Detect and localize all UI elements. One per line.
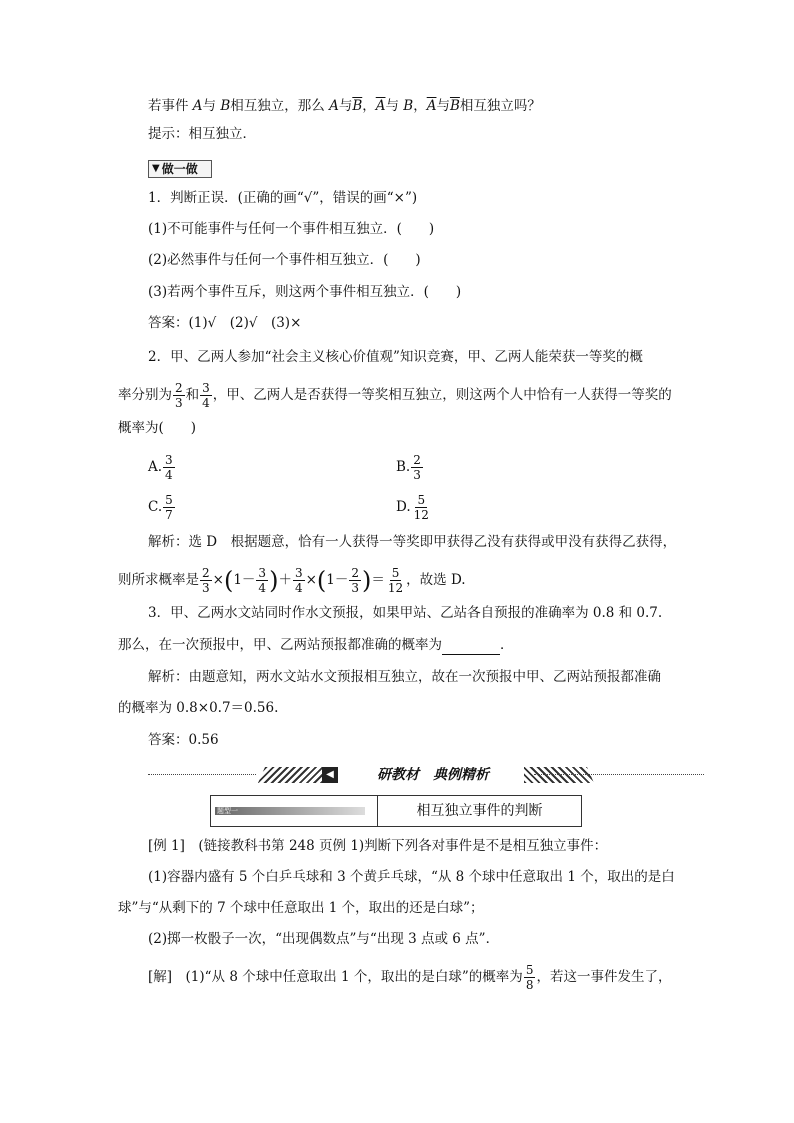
- q3-solution-1: 解析：由题意知，两水文站水文预报相互独立，故在一次预报中甲、乙两站预报都准确: [148, 669, 661, 685]
- triangle-down-icon: ▼: [152, 163, 160, 174]
- q3-answer: 答案：0.56: [148, 732, 219, 748]
- q1-item-3: (3)若两个事件互斥，则这两个事件相互独立．( ): [148, 284, 462, 300]
- q2-option-c: C. $\frac{5}{7}$: [148, 493, 173, 522]
- fraction: $\frac{2}{3}$: [175, 381, 183, 410]
- q3-line-2: 那么，在一次预报中，甲、乙两站预报都准确的概率为 ．: [118, 637, 514, 653]
- section-divider: [148, 765, 704, 785]
- answer-blank: [442, 640, 500, 655]
- section-badge: [148, 160, 212, 178]
- divider-title: 研教材 典例精析: [377, 767, 489, 783]
- example-solution: [解] (1)“从 8 个球中任意取出 1 个，取出的是白球”的概率为 $\frac{5}{8}$ ，若这一事件发生了，: [148, 963, 672, 992]
- q1-item-1: (1)不可能事件与任何一个事件相互独立．( ): [148, 221, 435, 237]
- section-badge-label: 做一做: [161, 162, 198, 176]
- arrow-left-icon: ◀: [322, 767, 338, 783]
- topic-box: [210, 795, 582, 827]
- q1-item-2: (2)必然事件与任何一个事件相互独立．( ): [148, 252, 421, 268]
- q2-line-3: 概率为( ): [118, 420, 197, 436]
- hint: 提示：相互独立．: [148, 126, 256, 142]
- q2-option-a: A. $\frac{3}{4}$: [148, 453, 173, 482]
- q2-option-d: D. $\frac{5}{12}$: [396, 493, 429, 522]
- q3-solution-2: 的概率为 0.8×0.7＝0.56.: [118, 700, 279, 716]
- q3-line-1: 3．甲、乙两水文站同时作水文预报，如果甲站、乙站各自预报的准确率为 0.8 和 0.7.: [148, 605, 663, 621]
- example-line-1: [例 1] (链接教科书第 248 页例 1)判断下列各对事件是不是相互独立事件：: [148, 838, 608, 854]
- example-line-2: (1)容器内盛有 5 个白乒乓球和 3 个黄乒乓球，“从 8 个球中任意取出 1 个，取出的是白: [148, 869, 675, 885]
- topic-title: 相互独立事件的判断: [416, 803, 543, 819]
- topic-tag: 题型一: [217, 807, 238, 815]
- q2-solution-2: 则所求概率是 $\frac{2}{3}$ ×(1－ $\frac{3}{4}$ )＋ $\frac{3}{4}$ ×(1－ $\frac{2}{3}$ )＝ $\frac{5}{12}$ ，故选 D.: [118, 566, 466, 595]
- q1-answer: 答案：(1)√ (2)√ (3)×: [148, 315, 302, 331]
- intro-question: 若事件 A与 B相互独立，那么 A与$\overline{B}$，$\overline{A}$与 B，$\overline{A}$与$\overline{B}$相互独立吗？: [148, 98, 541, 114]
- q2-solution-1: 解析：选 D 根据题意，恰有一人获得一等奖即甲获得乙没有获得或甲没有获得乙获得，: [148, 534, 677, 550]
- example-line-3: 球”与“从剩下的 7 个球中任意取出 1 个，取出的还是白球”；: [118, 900, 484, 916]
- fraction: $\frac{3}{4}$: [202, 381, 210, 410]
- q1-title: 1．判断正误．(正确的画“√”，错误的画“×”): [148, 190, 418, 206]
- q2-line-2: 率分别为 $\frac{2}{3}$ 和 $\frac{3}{4}$ ，甲、乙两人是否获得一等奖相互独立，则这两个人中恰有一人获得一等奖的: [118, 381, 672, 410]
- example-line-4: (2)掷一枚骰子一次，“出现偶数点”与“出现 3 点或 6 点”．: [148, 931, 500, 947]
- q2-line-1: 2．甲、乙两人参加“社会主义核心价值观”知识竞赛，甲、乙两人能荣获一等奖的概: [148, 349, 643, 365]
- q2-option-b: B. $\frac{2}{3}$: [396, 453, 421, 482]
